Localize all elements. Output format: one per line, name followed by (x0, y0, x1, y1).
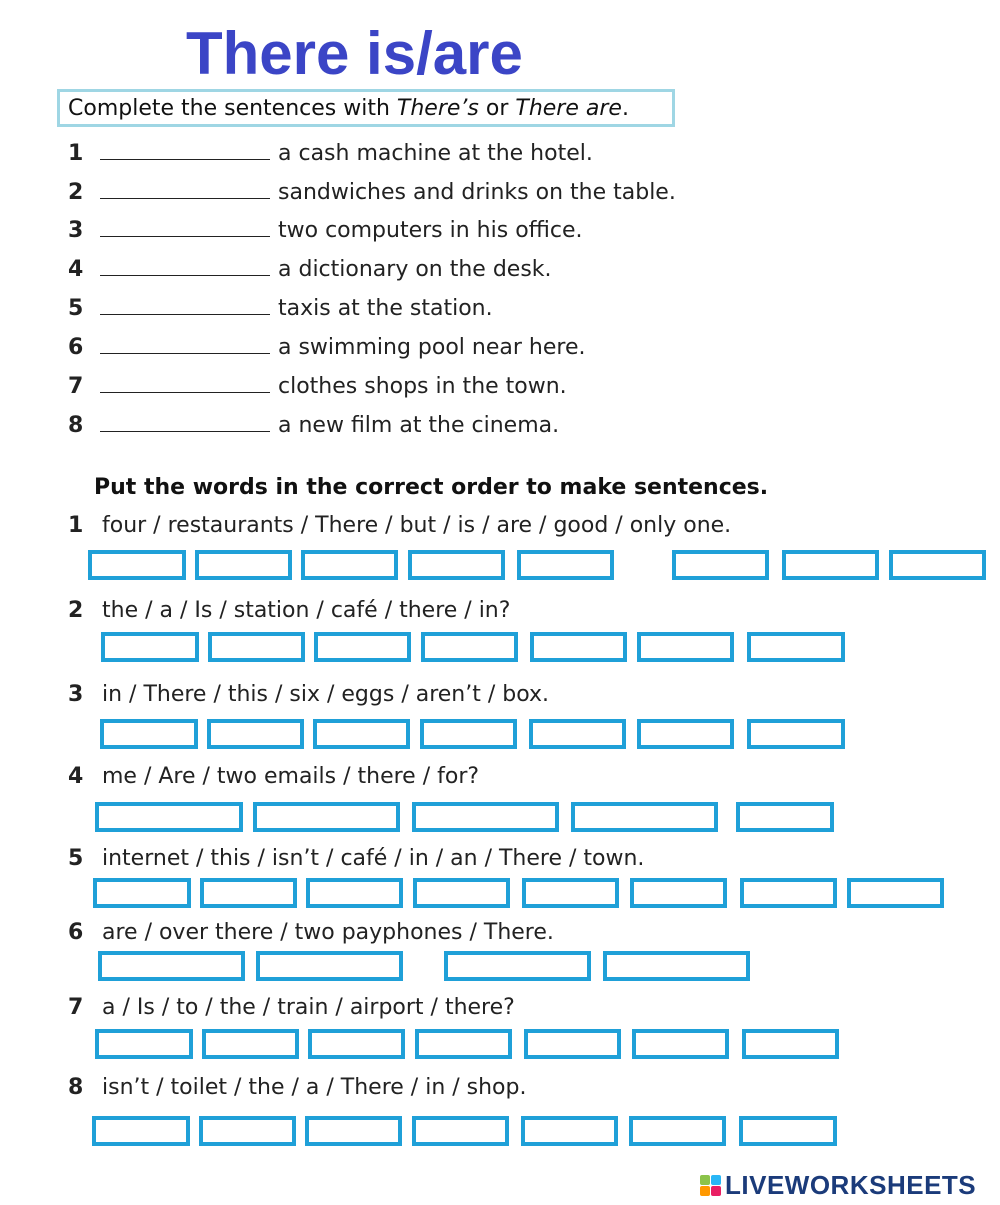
answer-box[interactable] (421, 632, 518, 662)
answer-box[interactable] (444, 951, 591, 981)
answer-box[interactable] (782, 550, 879, 580)
scrambled-row (68, 511, 731, 541)
section1-instruction (57, 89, 675, 127)
sentence-row (68, 253, 552, 287)
scrambled-row (68, 762, 479, 792)
scrambled-row (68, 993, 515, 1023)
answer-box[interactable] (92, 1116, 190, 1146)
item-number: 1 (68, 141, 84, 166)
sentence-text: sandwiches and drinks on the table. (278, 180, 676, 205)
instruction-text: Complete the sentences with (68, 96, 397, 121)
section2-instruction: Put the words in the correct order to make sentences. (94, 475, 769, 500)
answer-box[interactable] (517, 550, 614, 580)
answer-box[interactable] (195, 550, 292, 580)
answer-blank[interactable] (100, 176, 270, 199)
sentence-text: taxis at the station. (278, 296, 493, 321)
answer-box[interactable] (314, 632, 411, 662)
instruction-end: . (621, 96, 629, 121)
answer-box[interactable] (207, 719, 304, 749)
scrambled-words: a / Is / to / the / train / airport / there? (102, 995, 515, 1020)
answer-box[interactable] (632, 1029, 729, 1059)
answer-box[interactable] (747, 632, 845, 662)
answer-blank[interactable] (100, 409, 270, 432)
answer-box[interactable] (736, 802, 834, 832)
answer-box[interactable] (530, 632, 627, 662)
sentence-text: two computers in his office. (278, 218, 583, 243)
item-number: 7 (68, 374, 84, 399)
sentence-row (68, 137, 593, 171)
sentence-text: a new film at the cinema. (278, 413, 560, 438)
answer-box[interactable] (529, 719, 626, 749)
sentence-row (68, 214, 583, 248)
answer-box[interactable] (98, 951, 245, 981)
answer-box[interactable] (100, 719, 198, 749)
item-number: 2 (68, 598, 84, 623)
logo-text: LIVEWORKSHEETS (725, 1169, 977, 1200)
answer-box[interactable] (742, 1029, 839, 1059)
item-number: 6 (68, 335, 84, 360)
answer-box[interactable] (740, 878, 837, 908)
item-number: 2 (68, 180, 84, 205)
answer-box[interactable] (101, 632, 199, 662)
sentence-text: a cash machine at the hotel. (278, 141, 593, 166)
answer-box[interactable] (306, 878, 403, 908)
scrambled-words: are / over there / two payphones / There. (102, 920, 554, 945)
answer-blank[interactable] (100, 214, 270, 237)
answer-blank[interactable] (100, 253, 270, 276)
scrambled-words: in / There / this / six / eggs / aren’t / box. (102, 682, 550, 707)
answer-box[interactable] (571, 802, 718, 832)
answer-box[interactable] (93, 878, 191, 908)
sentence-row (68, 370, 567, 404)
item-number: 3 (68, 682, 84, 707)
option-there-are: There are (515, 96, 622, 121)
item-number: 7 (68, 995, 84, 1020)
answer-box[interactable] (739, 1116, 837, 1146)
scrambled-words: isn’t / toilet / the / a / There / in / shop. (102, 1075, 527, 1100)
answer-blank[interactable] (100, 370, 270, 393)
answer-box[interactable] (308, 1029, 405, 1059)
page-title: There is/are (186, 20, 523, 87)
answer-box[interactable] (313, 719, 410, 749)
scrambled-words: the / a / Is / station / café / there / in? (102, 598, 511, 623)
answer-box[interactable] (305, 1116, 402, 1146)
answer-box[interactable] (630, 878, 727, 908)
answer-box[interactable] (408, 550, 505, 580)
sentence-row (68, 292, 493, 326)
answer-box[interactable] (415, 1029, 512, 1059)
scrambled-words: internet / this / isn’t / café / in / an / There / town. (102, 846, 645, 871)
answer-box[interactable] (301, 550, 398, 580)
scrambled-row (68, 1073, 526, 1103)
answer-box[interactable] (522, 878, 619, 908)
scrambled-row (68, 918, 554, 948)
answer-box[interactable] (521, 1116, 618, 1146)
answer-box[interactable] (95, 1029, 193, 1059)
sentence-text: a swimming pool near here. (278, 335, 586, 360)
scrambled-words: me / Are / two emails / there / for? (102, 764, 480, 789)
option-theres: There’s (396, 96, 479, 121)
sentence-text: a dictionary on the desk. (278, 257, 552, 282)
answer-box[interactable] (208, 632, 305, 662)
item-number: 5 (68, 296, 84, 321)
answer-box[interactable] (256, 951, 403, 981)
scrambled-words: four / restaurants / There / but / is / are / good / only one. (102, 513, 732, 538)
answer-box[interactable] (747, 719, 845, 749)
sentence-row (68, 331, 585, 365)
item-number: 5 (68, 846, 84, 871)
item-number: 8 (68, 413, 84, 438)
answer-box[interactable] (95, 802, 243, 832)
item-number: 1 (68, 513, 84, 538)
item-number: 8 (68, 1075, 84, 1100)
item-number: 3 (68, 218, 84, 243)
answer-box[interactable] (88, 550, 186, 580)
answer-box[interactable] (889, 550, 986, 580)
answer-blank[interactable] (100, 331, 270, 354)
answer-box[interactable] (637, 632, 734, 662)
answer-box[interactable] (603, 951, 750, 981)
sentence-row (68, 176, 676, 210)
answer-box[interactable] (412, 802, 559, 832)
answer-blank[interactable] (100, 137, 270, 160)
liveworksheets-logo-icon (700, 1175, 721, 1196)
answer-box[interactable] (847, 878, 944, 908)
answer-box[interactable] (200, 878, 297, 908)
answer-blank[interactable] (100, 292, 270, 315)
answer-box[interactable] (413, 878, 510, 908)
answer-box[interactable] (629, 1116, 726, 1146)
answer-box[interactable] (199, 1116, 296, 1146)
item-number: 4 (68, 257, 84, 282)
answer-box[interactable] (253, 802, 400, 832)
instruction-or: or (478, 96, 516, 121)
item-number: 6 (68, 920, 84, 945)
item-number: 4 (68, 764, 84, 789)
answer-box[interactable] (524, 1029, 621, 1059)
scrambled-row (68, 596, 510, 626)
answer-box[interactable] (637, 719, 734, 749)
answer-box[interactable] (202, 1029, 299, 1059)
answer-box[interactable] (412, 1116, 509, 1146)
answer-box[interactable] (420, 719, 517, 749)
scrambled-row (68, 844, 644, 874)
answer-box[interactable] (672, 550, 769, 580)
sentence-text: clothes shops in the town. (278, 374, 567, 399)
liveworksheets-logo (700, 1170, 976, 1200)
scrambled-row (68, 680, 549, 710)
sentence-row (68, 409, 559, 443)
